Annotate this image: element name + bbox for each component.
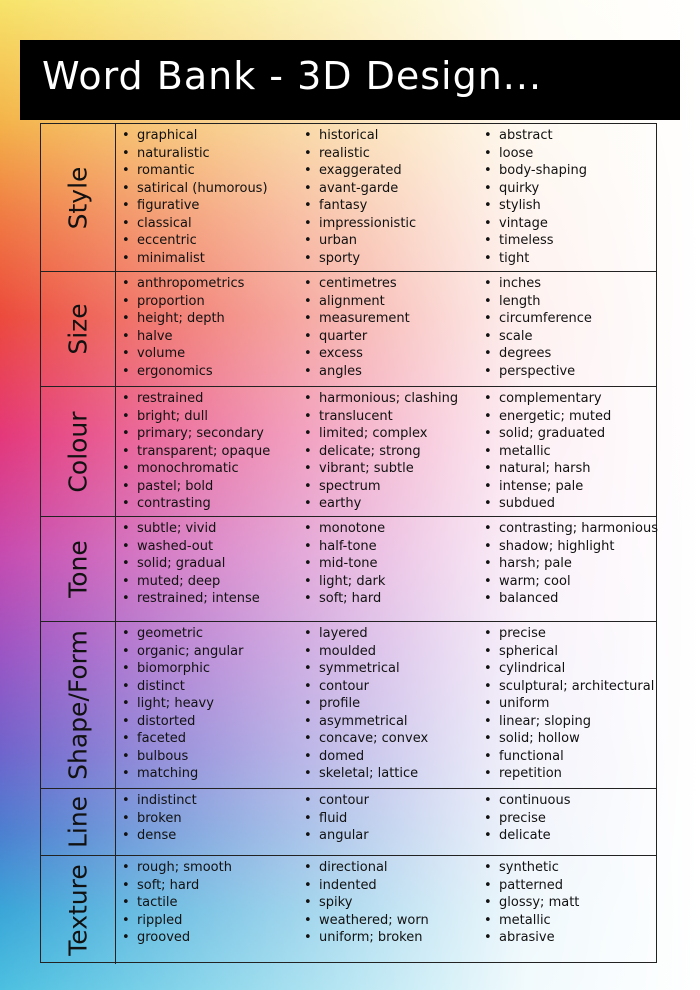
word-column-3 [481, 127, 587, 267]
word-item: • exaggerated [301, 162, 416, 180]
word-column-1 [119, 275, 244, 380]
word-item: • metallic [481, 912, 579, 930]
word-item: • distinct [119, 678, 243, 696]
section-label-cell [41, 272, 116, 386]
word-item: • profile [301, 695, 428, 713]
word-item: • minimalist [119, 250, 268, 268]
word-item: • tactile [119, 894, 232, 912]
section-label: Line [63, 795, 93, 849]
word-item: • biomorphic [119, 660, 243, 678]
word-item: • natural; harsh [481, 460, 611, 478]
word-item: • fantasy [301, 197, 416, 215]
word-item: • spectrum [301, 478, 458, 496]
word-item: • harmonious; clashing [301, 390, 458, 408]
word-item: • abstract [481, 127, 587, 145]
section-label-cell [41, 387, 116, 516]
word-item: • angles [301, 363, 410, 381]
word-item: • harsh; pale [481, 555, 658, 573]
word-item: • sculptural; architectural [481, 678, 654, 696]
section-row-size [41, 272, 656, 387]
section-label: Style [63, 166, 93, 229]
word-item: • classical [119, 215, 268, 233]
word-item: • solid; hollow [481, 730, 654, 748]
word-item: • limited; complex [301, 425, 458, 443]
word-item: • distorted [119, 713, 243, 731]
word-item: • precise [481, 810, 571, 828]
word-column-2 [301, 390, 458, 513]
word-item: • repetition [481, 765, 654, 783]
word-item: • subtle; vivid [119, 520, 260, 538]
word-item: • halve [119, 328, 244, 346]
word-item: • vintage [481, 215, 587, 233]
word-item: • proportion [119, 293, 244, 311]
word-column-1 [119, 859, 232, 947]
word-item: • earthy [301, 495, 458, 513]
word-item: • soft; hard [301, 590, 385, 608]
word-item: • solid; gradual [119, 555, 260, 573]
word-item: • uniform; broken [301, 929, 429, 947]
word-item: • balanced [481, 590, 658, 608]
word-item: • urban [301, 232, 416, 250]
word-item: • alignment [301, 293, 410, 311]
word-item: • geometric [119, 625, 243, 643]
word-item: • dense [119, 827, 197, 845]
word-column-3 [481, 275, 592, 380]
word-item: • tight [481, 250, 587, 268]
section-row-line [41, 789, 656, 856]
word-column-3 [481, 792, 571, 845]
word-item: • ergonomics [119, 363, 244, 381]
word-item: • symmetrical [301, 660, 428, 678]
word-item: • perspective [481, 363, 592, 381]
word-column-3 [481, 625, 654, 783]
word-column-2 [301, 520, 385, 608]
title-bar [20, 40, 680, 120]
word-column-2 [301, 792, 369, 845]
word-item: • graphical [119, 127, 268, 145]
word-column-2 [301, 275, 410, 380]
section-label-cell [41, 856, 116, 964]
word-item: • transparent; opaque [119, 443, 270, 461]
word-item: • contrasting; harmonious [481, 520, 658, 538]
word-item: • spherical [481, 643, 654, 661]
word-item: • angular [301, 827, 369, 845]
word-item: • delicate [481, 827, 571, 845]
word-item: • inches [481, 275, 592, 293]
section-row-texture [41, 856, 656, 964]
section-label: Texture [63, 864, 93, 956]
section-label: Size [63, 303, 93, 355]
word-column-1 [119, 792, 197, 845]
word-column-3 [481, 520, 658, 608]
word-item: • impressionistic [301, 215, 416, 233]
word-item: • avant-garde [301, 180, 416, 198]
word-item: • stylish [481, 197, 587, 215]
word-item: • light; dark [301, 573, 385, 591]
word-item: • warm; cool [481, 573, 658, 591]
word-item: • eccentric [119, 232, 268, 250]
word-bank-table [40, 123, 657, 963]
word-item: • washed-out [119, 538, 260, 556]
word-item: • contrasting [119, 495, 270, 513]
word-item: • height; depth [119, 310, 244, 328]
word-item: • energetic; muted [481, 408, 611, 426]
word-item: • monochromatic [119, 460, 270, 478]
word-item: • glossy; matt [481, 894, 579, 912]
word-item: • naturalistic [119, 145, 268, 163]
word-column-3 [481, 859, 579, 947]
word-item: • soft; hard [119, 877, 232, 895]
word-item: • anthropometrics [119, 275, 244, 293]
word-item: • vibrant; subtle [301, 460, 458, 478]
word-item: • half-tone [301, 538, 385, 556]
word-item: • abrasive [481, 929, 579, 947]
word-item: • figurative [119, 197, 268, 215]
word-item: • rough; smooth [119, 859, 232, 877]
word-item: • domed [301, 748, 428, 766]
word-item: • spiky [301, 894, 429, 912]
word-item: • moulded [301, 643, 428, 661]
section-label-cell [41, 789, 116, 855]
word-column-1 [119, 625, 243, 783]
word-item: • cylindrical [481, 660, 654, 678]
word-item: • light; heavy [119, 695, 243, 713]
word-item: • fluid [301, 810, 369, 828]
word-column-1 [119, 520, 260, 608]
word-column-2 [301, 625, 428, 783]
word-item: • shadow; highlight [481, 538, 658, 556]
word-item: • loose [481, 145, 587, 163]
word-item: • asymmetrical [301, 713, 428, 731]
word-item: • indistinct [119, 792, 197, 810]
word-item: • bulbous [119, 748, 243, 766]
word-item: • circumference [481, 310, 592, 328]
word-item: • subdued [481, 495, 611, 513]
word-item: • faceted [119, 730, 243, 748]
word-item: • monotone [301, 520, 385, 538]
word-item: • quirky [481, 180, 587, 198]
word-item: • restrained; intense [119, 590, 260, 608]
section-label-cell [41, 622, 116, 788]
word-item: • concave; convex [301, 730, 428, 748]
word-column-2 [301, 127, 416, 267]
word-item: • measurement [301, 310, 410, 328]
word-item: • centimetres [301, 275, 410, 293]
word-item: • sporty [301, 250, 416, 268]
word-column-2 [301, 859, 429, 947]
word-item: • primary; secondary [119, 425, 270, 443]
word-item: • length [481, 293, 592, 311]
word-item: • scale [481, 328, 592, 346]
word-item: • indented [301, 877, 429, 895]
section-row-tone [41, 517, 656, 622]
word-item: • excess [301, 345, 410, 363]
word-item: • realistic [301, 145, 416, 163]
word-item: • rippled [119, 912, 232, 930]
section-label: Tone [63, 540, 93, 598]
word-item: • precise [481, 625, 654, 643]
word-item: • delicate; strong [301, 443, 458, 461]
word-item: • degrees [481, 345, 592, 363]
word-item: • broken [119, 810, 197, 828]
section-label-cell [41, 124, 116, 271]
word-item: • translucent [301, 408, 458, 426]
page-title: Word Bank - 3D Design... [42, 54, 543, 98]
word-item: • body-shaping [481, 162, 587, 180]
word-item: • mid-tone [301, 555, 385, 573]
section-row-style [41, 124, 656, 272]
word-item: • historical [301, 127, 416, 145]
section-row-shape-form [41, 622, 656, 789]
word-item: • pastel; bold [119, 478, 270, 496]
word-item: • organic; angular [119, 643, 243, 661]
word-item: • linear; sloping [481, 713, 654, 731]
word-item: • volume [119, 345, 244, 363]
word-item: • timeless [481, 232, 587, 250]
word-item: • solid; graduated [481, 425, 611, 443]
word-item: • bright; dull [119, 408, 270, 426]
word-column-3 [481, 390, 611, 513]
word-item: • layered [301, 625, 428, 643]
word-item: • synthetic [481, 859, 579, 877]
word-item: • uniform [481, 695, 654, 713]
word-item: • complementary [481, 390, 611, 408]
word-item: • continuous [481, 792, 571, 810]
section-label: Shape/Form [63, 630, 93, 780]
section-label: Colour [63, 410, 93, 493]
word-item: • satirical (humorous) [119, 180, 268, 198]
word-item: • functional [481, 748, 654, 766]
word-item: • contour [301, 792, 369, 810]
word-item: • contour [301, 678, 428, 696]
word-item: • matching [119, 765, 243, 783]
section-row-colour [41, 387, 656, 517]
word-column-1 [119, 127, 268, 267]
word-item: • quarter [301, 328, 410, 346]
word-item: • romantic [119, 162, 268, 180]
word-item: • grooved [119, 929, 232, 947]
word-item: • muted; deep [119, 573, 260, 591]
word-item: • patterned [481, 877, 579, 895]
word-item: • intense; pale [481, 478, 611, 496]
word-column-1 [119, 390, 270, 513]
word-item: • metallic [481, 443, 611, 461]
word-item: • skeletal; lattice [301, 765, 428, 783]
word-item: • restrained [119, 390, 270, 408]
section-label-cell [41, 517, 116, 621]
word-item: • directional [301, 859, 429, 877]
word-item: • weathered; worn [301, 912, 429, 930]
